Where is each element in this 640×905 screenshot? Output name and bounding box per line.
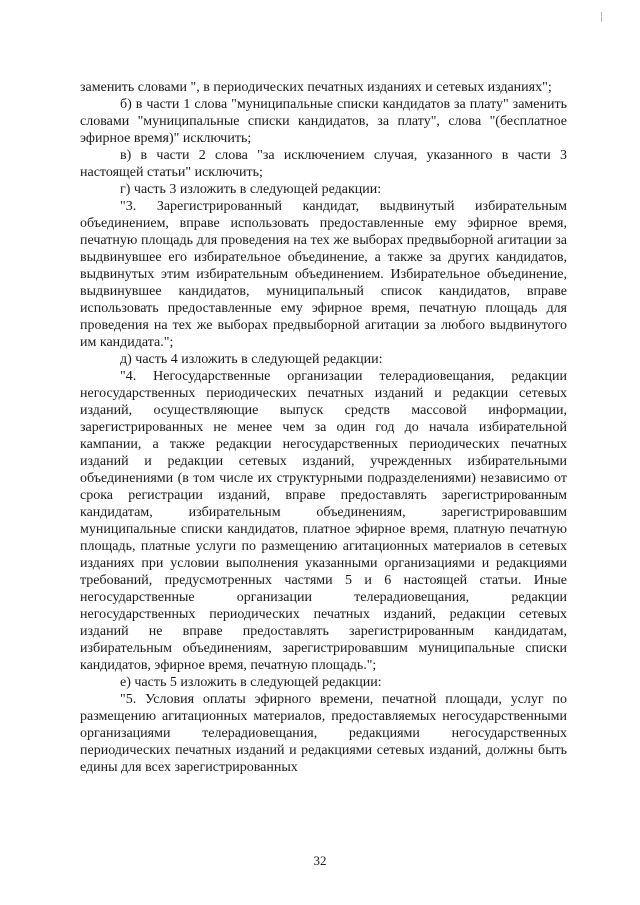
paragraph: "3. Зарегистрированный кандидат, выдвинутый избирательным объединением, вправе использовать предоставленные ему эфирное время, печатную площадь для проведения на тех же выборах предвыборной агитации за выдвинувшее его избирательное объединение, а также за других кандидатов, выдвинутых этим избирательным объединением. Избирательное объединение, выдвинувшее кандидатов, муниципальный список кандидатов, вправе использовать предоставленные ему эфирное время, печатную площадь для проведения на тех же выборах предвыборной агитации за любого выдвинутого им кандидата."; — [80, 199, 567, 350]
body-text — [80, 79, 567, 776]
paragraph: д) часть 4 изложить в следующей редакции: — [120, 352, 383, 367]
paragraph: г) часть 3 изложить в следующей редакции: — [120, 182, 382, 197]
paragraph: заменить словами ", в периодических печатных изданиях и сетевых изданиях"; — [80, 80, 552, 95]
scan-mark — [601, 12, 602, 22]
page-number: 32 — [313, 853, 327, 868]
paragraph: "4. Негосударственные организации телерадиовещания, редакции негосударственных периодических печатных изданий и редакции сетевых изданий, осуществляющие выпуск средств массовой информации, зарегистрированных не менее чем за один год до начала избирательной кампании, а также редакции негосударственных периодических печатных изданий и редакции сетевых изданий, учрежденных избирательными объединениями (в том числе их структурными подразделениями) независимо от срока регистрации изданий, вправе предоставлять зарегистрированным кандидатам, избирательным объединениям, зарегистрировавшим муниципальные списки кандидатов, платное эфирное время, платную печатную площадь, платные услуги по размещению агитационных материалов в сетевых изданиях при условии выполнения указанными организациями и редакциями требований, предусмотренных частями 5 и 6 настоящей статьи. Иные негосударственные организации телерадиовещания, редакции негосударственных периодических печатных изданий, редакции сетевых изданий не вправе предоставлять зарегистрированным кандидатам, избирательным объединениям, зарегистрировавшим муниципальные списки кандидатов, эфирное время, печатную площадь."; — [80, 369, 567, 673]
paragraph: "5. Условия оплаты эфирного времени, печатной площади, услуг по размещению агитационных материалов, предоставляемых негосударственными организациями телерадиовещания, редакциями негосударственных периодических печатных изданий и редакциями сетевых изданий, должны быть едины для всех зарегистрированных — [80, 692, 567, 775]
paragraph: е) часть 5 изложить в следующей редакции: — [120, 675, 382, 690]
paragraph: б) в части 1 слова "муниципальные списки кандидатов за плату" заменить словами "муниципальные списки кандидатов, за плату", слова "(бесплатное эфирное время)" исключить; — [80, 97, 567, 146]
paragraph: в) в части 2 слова "за исключением случая, указанного в части 3 настоящей статьи" исключить; — [80, 148, 567, 180]
